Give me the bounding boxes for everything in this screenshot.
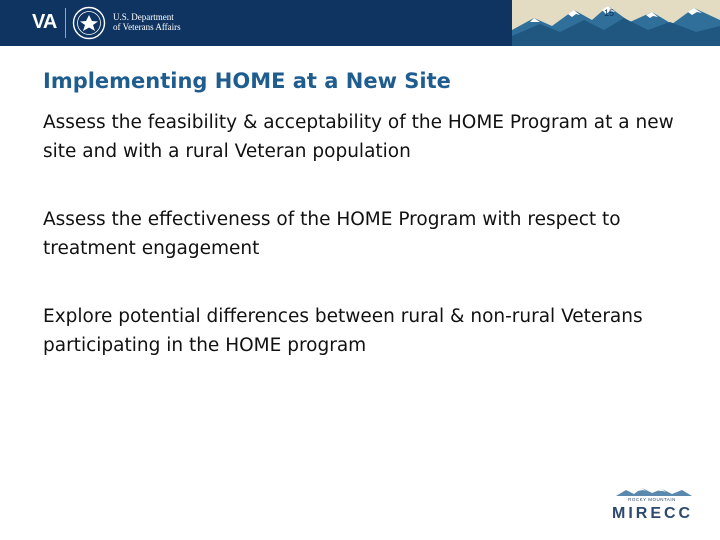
- mirecc-subtitle: ROCKY MOUNTAIN: [628, 497, 676, 502]
- mountains-banner-icon: [512, 0, 720, 46]
- header-divider: [65, 8, 66, 38]
- header-banner: [0, 0, 720, 46]
- mirecc-logo-text: MIRECC: [612, 505, 694, 522]
- slide-title: Implementing HOME at a New Site: [43, 69, 451, 93]
- va-seal-icon: [72, 6, 106, 40]
- department-line-2: of Veterans Affairs: [113, 22, 181, 32]
- bullet-item: Assess the effectiveness of the HOME Program with respect to treatment engagement: [43, 209, 621, 259]
- department-name: [113, 12, 181, 32]
- slide-number: 15: [604, 8, 615, 18]
- bullet-list: [43, 108, 683, 399]
- department-line-1: U.S. Department: [113, 12, 174, 22]
- bullet-item: Assess the feasibility & acceptability of the HOME Program at a new site and with a rural Veteran population: [43, 112, 674, 162]
- va-logo: VA: [32, 11, 57, 33]
- bullet-item: Explore potential differences between rural & non-rural Veterans participating in the HOME program: [43, 306, 643, 356]
